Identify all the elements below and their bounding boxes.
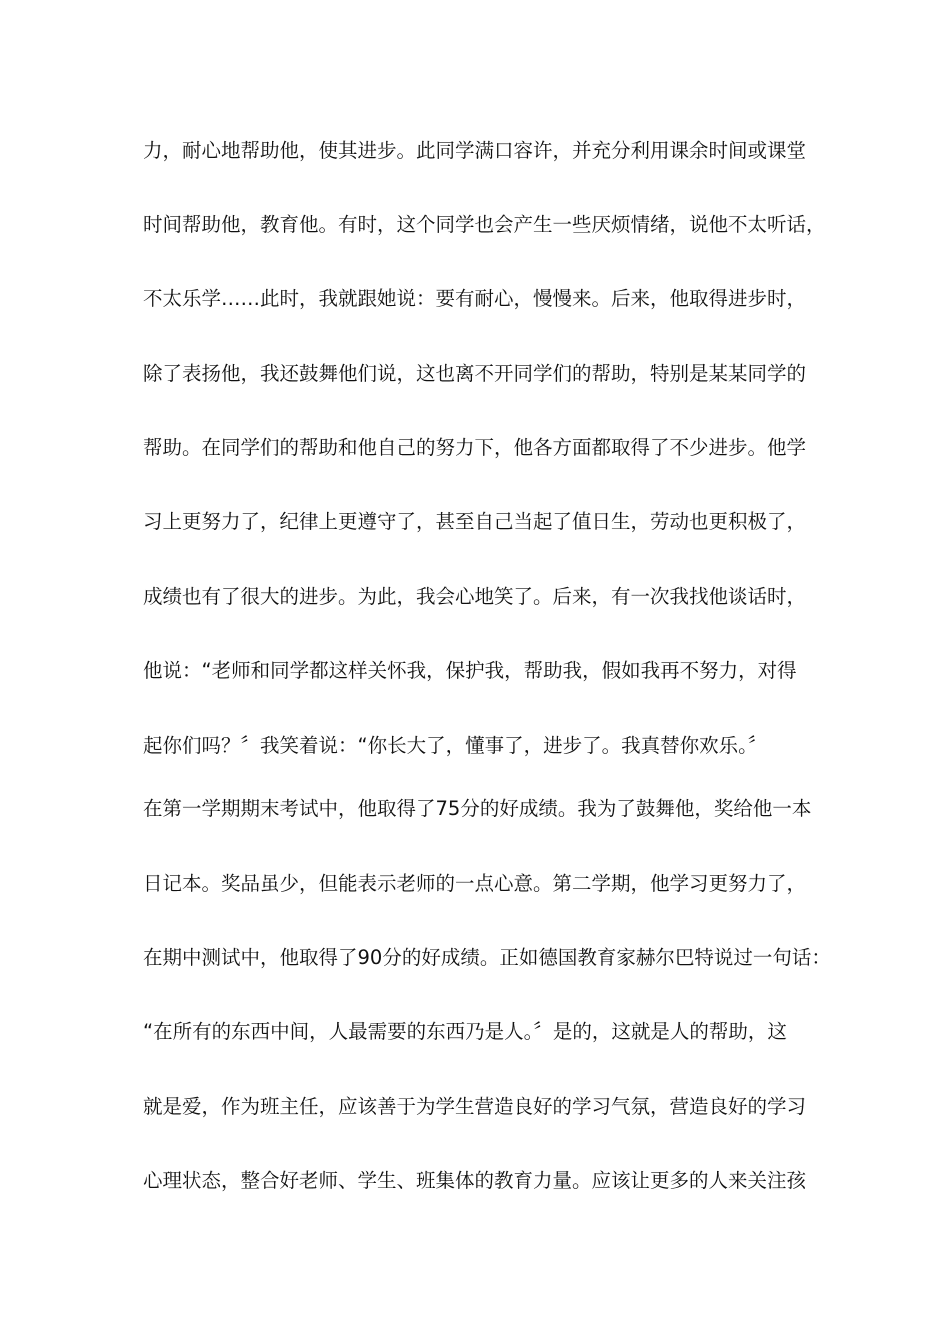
text-line: 就是爱，作为班主任，应该善于为学生营造良好的学习气氛，营造良好的学习 xyxy=(143,1095,807,1118)
text-line: 时间帮助他，教育他。有时，这个同学也会产生一些厌烦情绪，说他不太听话， xyxy=(143,213,826,236)
text-line: 心理状态，整合好老师、学生、班集体的教育力量。应该让更多的人来关注孩 xyxy=(143,1169,807,1192)
text-line: 习上更努力了，纪律上更遵守了，甚至自己当起了值日生，劳动也更积极了， xyxy=(143,510,807,533)
text-line: 成绩也有了很大的进步。为此，我会心地笑了。后来，有一次我找他谈话时， xyxy=(143,585,807,608)
text-line: 他说：“老师和同学都这样关怀我，保护我，帮助我，假如我再不努力，对得 xyxy=(143,659,797,682)
text-line: 日记本。奖品虽少，但能表示老师的一点心意。第二学期，他学习更努力了， xyxy=(143,872,807,895)
text-line: 起你们吗？〞我笑着说：“你长大了，懂事了，进步了。我真替你欢乐。〞 xyxy=(143,734,768,757)
text-line: 不太乐学……此时，我就跟她说：要有耐心，慢慢来。后来，他取得进步时， xyxy=(143,287,807,310)
text-line: “在所有的东西中间，人最需要的东西乃是人。〞是的，这就是人的帮助，这 xyxy=(143,1020,787,1043)
text-line: 力，耐心地帮助他，使其进步。此同学满口容许，并充分利用课余时间或课堂 xyxy=(143,139,807,162)
text-line: 帮助。在同学们的帮助和他自己的努力下，他各方面都取得了不少进步。他学 xyxy=(143,436,807,459)
text-line: 除了表扬他，我还鼓舞他们说，这也离不开同学们的帮助，特别是某某同学的 xyxy=(143,362,807,385)
text-line: 在期中测试中，他取得了90分的好成绩。正如德国教育家赫尔巴特说过一句话： xyxy=(143,946,831,969)
text-line: 在第一学期期末考试中，他取得了75分的好成绩。我为了鼓舞他，奖给他一本 xyxy=(143,797,812,820)
